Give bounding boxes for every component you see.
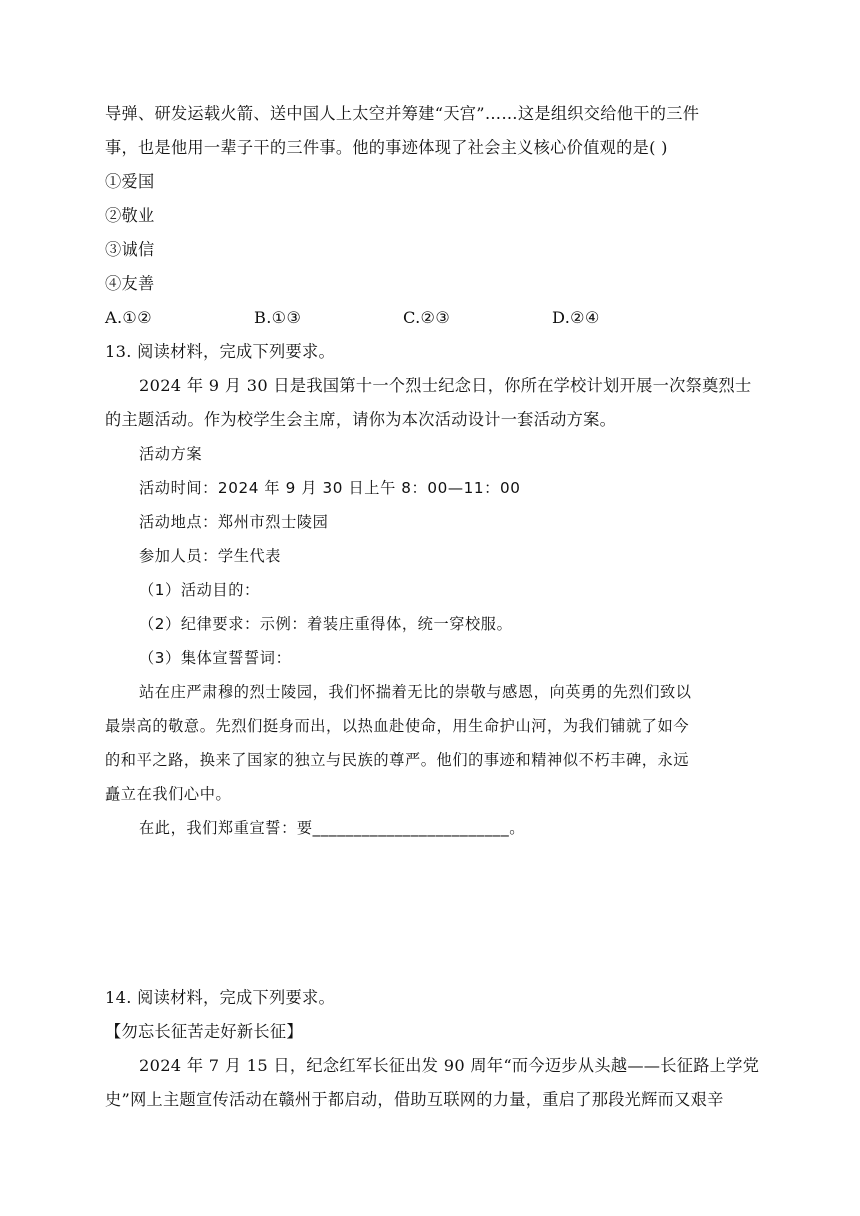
q14-heading: 【勿忘长征苦走好新长征】 (105, 1022, 303, 1041)
q12-stem-line-1: 导弹、研发运载火箭、送中国人上太空并筹建“天宫”……这是组织交给他干的三件 (105, 104, 700, 123)
option-a: A.①② (105, 308, 153, 327)
plan-time: 活动时间：2024 年 9 月 30 日上午 8：00—11：00 (139, 479, 521, 497)
q14-material-line-1: 2024 年 7 月 15 日，纪念红军长征出发 90 周年“而今迈步从头越——长征路上学党 (139, 1056, 760, 1075)
plan-task-3: （3）集体宣誓誓词： (139, 649, 292, 667)
q12-item-1: ①爱国 (105, 172, 155, 191)
oath-line-2: 最崇高的敬意。先烈们挺身而出，以热血赴使命，用生命护山河，为我们铺就了如今 (105, 717, 690, 735)
q12-item-2: ②敬业 (105, 206, 155, 225)
plan-participants: 参加人员：学生代表 (139, 547, 282, 565)
q12-stem-line-2: 事，也是他用一辈子干的三件事。他的事迹体现了社会主义核心价值观的是( ) (105, 138, 668, 157)
plan-title: 活动方案 (139, 445, 203, 463)
plan-place: 活动地点：郑州市烈士陵园 (139, 513, 329, 531)
q12-item-4: ④友善 (105, 274, 155, 293)
q13-material-line-1: 2024 年 9 月 30 日是我国第十一个烈士纪念日，你所在学校计划开展一次祭奠烈士 (139, 376, 752, 395)
q14-material-line-2: 史”网上主题宣传活动在赣州于都启动，借助互联网的力量，重启了那段光辉而又艰辛 (105, 1090, 724, 1109)
oath-line-1: 站在庄严肃穆的烈士陵园，我们怀揣着无比的崇敬与感恩，向英勇的先烈们致以 (139, 683, 692, 701)
plan-task-2: （2）纪律要求：示例：着装庄重得体，统一穿校服。 (139, 615, 513, 633)
option-d: D.②④ (552, 308, 600, 327)
oath-blank-line: 在此，我们郑重宣誓：要________________________。 (139, 819, 526, 837)
option-b: B.①③ (254, 308, 302, 327)
plan-task-1: （1）活动目的： (139, 581, 260, 599)
option-c: C.②③ (403, 308, 451, 327)
oath-line-3: 的和平之路，换来了国家的独立与民族的尊严。他们的事迹和精神似不朽丰碑，永远 (105, 751, 690, 769)
q13-material-line-2: 的主题活动。作为校学生会主席，请你为本次活动设计一套活动方案。 (105, 410, 617, 429)
oath-line-4: 矗立在我们心中。 (105, 785, 232, 803)
q12-options (105, 307, 755, 329)
q14-title: 14. 阅读材料，完成下列要求。 (105, 988, 335, 1007)
q13-title: 13. 阅读材料，完成下列要求。 (105, 342, 335, 361)
q12-item-3: ③诚信 (105, 240, 155, 259)
